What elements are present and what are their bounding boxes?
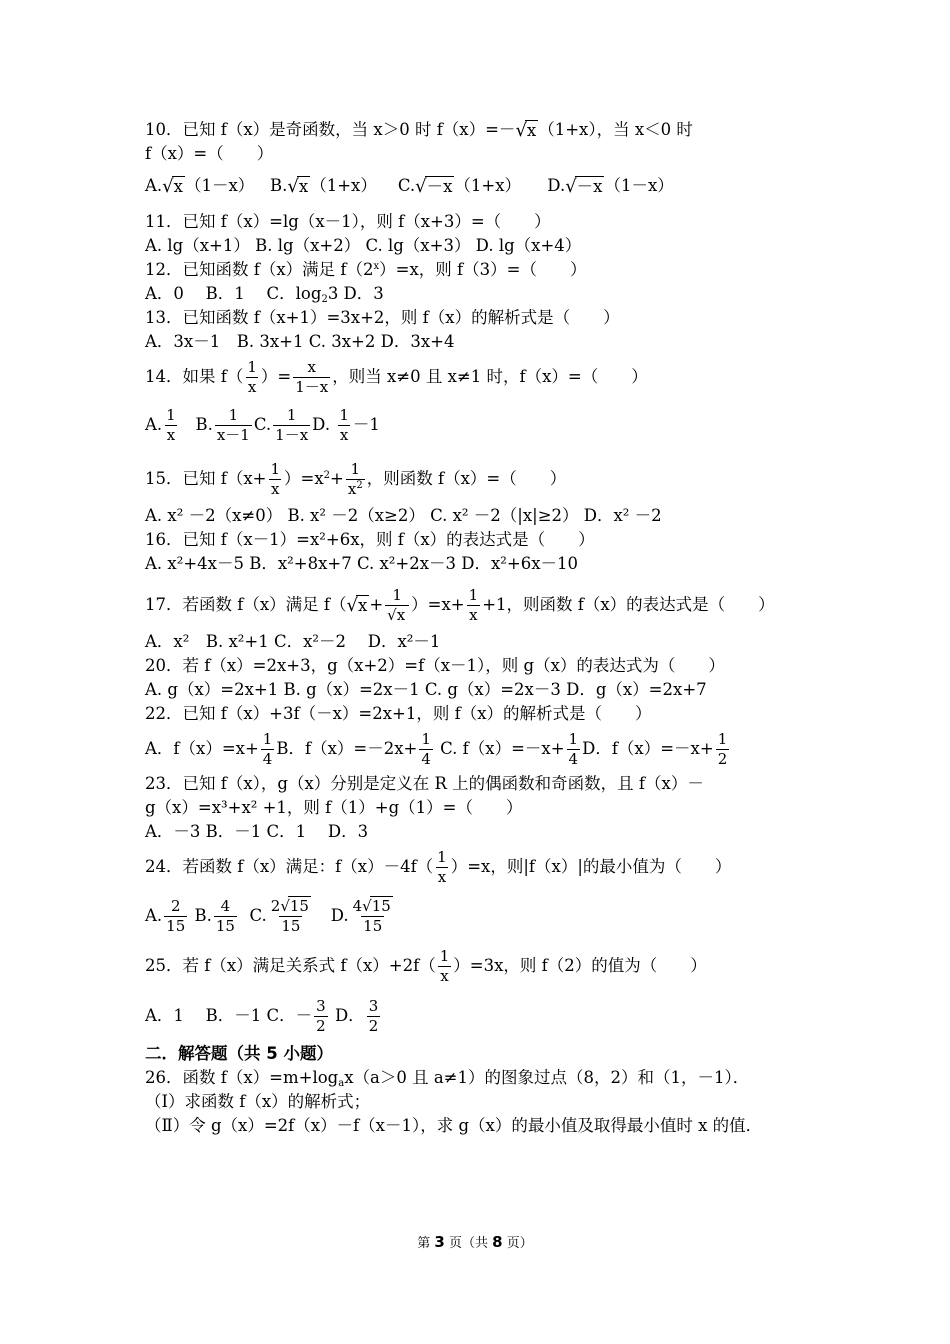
q20-stem: 20．若 f（x）=2x+3，g（x+2）=f（x－1），则 g（x）的表达式为（ ） <box>145 656 725 675</box>
sqrt-x: √x <box>387 606 406 625</box>
fraction: $\frac{1}{√x}$ <box>385 588 409 624</box>
fraction: $\frac{1}{2}$ <box>717 730 728 768</box>
q23-stem-cont: g（x）=x³+x² +1，则 f（1）+g（1）=（ ） <box>145 798 523 817</box>
fraction: $\frac{3}{2}$ <box>368 997 379 1035</box>
fraction: $\frac{1}{x}$ <box>437 848 447 886</box>
sqrt-15: √15 <box>362 897 391 916</box>
section-heading: 二．解答题（共 5 小题） <box>145 1044 333 1063</box>
page-total: 8 <box>492 1233 503 1251</box>
sqrt-x: √x <box>287 175 309 197</box>
q13-options: A．3x－1 B. 3x+1 C. 3x+2 D．3x+4 <box>145 332 455 351</box>
q17-stem: 17．若函数 f（x）满足 f（√x + $\frac{1}{√x}$ ）=x+ $\frac{1}{x}$ +1，则函数 f（x）的表达式是（ ） <box>145 585 775 625</box>
q10-options: A.√x （1－x） B.√x （1+x） C.√－x （1+x） D.√－x （1－x） <box>145 175 674 197</box>
q25-stem: 25．若 f（x）满足关系式 f（x）+2f（ $\frac{1}{x}$ ）=3x，则 f（2）的值为（ ） <box>145 947 707 985</box>
sqrt-x: √x <box>515 119 537 141</box>
q16-options: A. x²+4x－5 B．x²+8x+7 C. x²+2x－3 D．x²+6x－10 <box>145 554 579 573</box>
fraction: $\frac{1}{x}$ <box>166 406 176 444</box>
fraction: $\frac{3}{2}$ <box>316 997 326 1035</box>
fraction: $\frac{1}{x}$ <box>339 406 349 444</box>
q26-stem: 26．函数 $f(x)=m+\log_ax(a>0$ 且 a≠1）的图象过点（8，2）和（1，－1）． <box>145 1068 750 1089</box>
q16-stem: 16．已知 f（x－1）=x²+6x，则 f（x）的表达式是（ ） <box>145 530 595 549</box>
fraction: $\frac{1}{x}$ <box>270 460 281 498</box>
q15-options: A. x² －2（x≠0） B. x² －2（x≥2） C. x² －2（|x|≥2） D．x² －2 <box>145 506 662 525</box>
page-number: 3 <box>434 1233 445 1251</box>
fraction: $\frac{1}{4}$ <box>421 730 431 768</box>
sqrt-x: √x <box>346 594 368 616</box>
fraction: $\frac{1}{x}$ <box>247 358 257 396</box>
sqrt-neg-x: √－x <box>565 175 603 197</box>
q11-stem: 11．已知 f（x）=lg（x－1），则 f（x+3）=（ ） <box>145 212 551 231</box>
q17-options: A．x² B. x²+1 C．x²－2 D．x²－1 <box>145 632 441 651</box>
q14-options: A. $\frac{1}{x}$ B. $\frac{1}{x-1}$ C. $\frac{1}{1-x}$ D. $\frac{1}{x}$ －1 <box>145 406 380 444</box>
q24-stem: 24．若函数 f（x）满足：f（x）－4f（ $\frac{1}{x}$ ）=x，则|f（x）|的最小值为（ ） <box>145 848 732 886</box>
fraction: $\frac{1}{x}$ <box>468 586 479 624</box>
q11-options: A. lg（x+1） B. lg（x+2） C. lg（x+3） D. lg（x+4） <box>145 236 582 255</box>
q26-part2: （Ⅱ）令 g（x）=2f（x）－f（x－1），求 g（x）的最小值及取得最小值时 x 的值． <box>145 1116 763 1135</box>
fraction: $\frac{4√15}{15}$ <box>352 896 391 936</box>
q12-stem: 12．已知函数 f（x）满足 $f(2^x)=x$，则 f（3）=（ ） <box>145 260 587 279</box>
page-footer: 第 3 页（共 8 页） <box>417 1233 533 1251</box>
q12-options: A．0 B．1 C．$\log_23$ D．3 <box>145 284 384 305</box>
q24-options: A. $\frac{2}{15}$ B. $\frac{4}{15}$ C. $\frac{2√15}{15}$ D. $\frac{4√15}{15}$ <box>145 890 825 942</box>
q23-stem: 23．已知 f（x），g（x）分别是定义在 R 上的偶函数和奇函数，且 f（x）－ <box>145 774 704 793</box>
fraction: $\frac{2√15}{15}$ <box>270 896 309 936</box>
q25-options: A．1 B．－1 C．－ $\frac{3}{2}$ D． $\frac{3}{2}$ <box>145 997 379 1035</box>
sqrt-15: √15 <box>280 897 309 916</box>
q22-options: A．f（x）=x+ $\frac{1}{4}$ B．f（x）=－2x+ $\frac{1}{4}$ C. f（x）=－x+ $\frac{1}{4}$ D．f（x）=－x+ $\frac{1}{2}$ <box>145 730 728 768</box>
fraction: $\frac{2}{15}$ <box>166 897 186 935</box>
sqrt-neg-x: √－x <box>415 175 453 197</box>
q23-options: A．－3 B．－1 C．1 D．3 <box>145 822 369 841</box>
q13-stem: 13．已知函数 f（x+1）=3x+2，则 f（x）的解析式是（ ） <box>145 308 620 327</box>
q10-stem-cont: f（x）=（ ） <box>145 144 274 163</box>
fraction: $\frac{1}{x-1}$ <box>216 406 250 444</box>
fraction: $\frac{1}{x}$ <box>439 947 450 985</box>
fraction: $\frac{1}{4}$ <box>262 730 273 768</box>
q15-stem: 15．已知 f（x+ $\frac{1}{x}$ ）$=x^2+$ $\frac{1}{x^2}$ ，则函数 f（x）=（ ） <box>145 460 567 498</box>
q22-stem: 22．已知 f（x）+3f（－x）=2x+1，则 f（x）的解析式是（ ） <box>145 704 652 723</box>
q20-options: A. g（x）=2x+1 B. g（x）=2x－1 C. g（x）=2x－3 D．g（x）=2x+7 <box>145 680 707 699</box>
fraction: $\frac{1}{4}$ <box>568 730 579 768</box>
fraction: $\frac{1}{1-x}$ <box>275 406 309 444</box>
q14-stem: 14．如果 f（ $\frac{1}{x}$ ）= $\frac{x}{1-x}$ ，则当 x≠0 且 x≠1 时，f（x）=（ ） <box>145 358 648 396</box>
fraction: $\frac{4}{15}$ <box>215 897 235 935</box>
sqrt-x: √x <box>162 175 183 197</box>
q10-stem: 10．已知 f（x）是奇函数，当 x＞0 时 f（x）=－√x （1+x），当 x＜0 时 <box>145 119 693 141</box>
fraction: $\frac{1}{x^2}$ <box>347 460 363 498</box>
q26-part1: （Ⅰ）求函数 f（x）的解析式； <box>145 1092 371 1111</box>
fraction: $\frac{x}{1-x}$ <box>295 358 329 396</box>
exam-page <box>145 118 825 1138</box>
